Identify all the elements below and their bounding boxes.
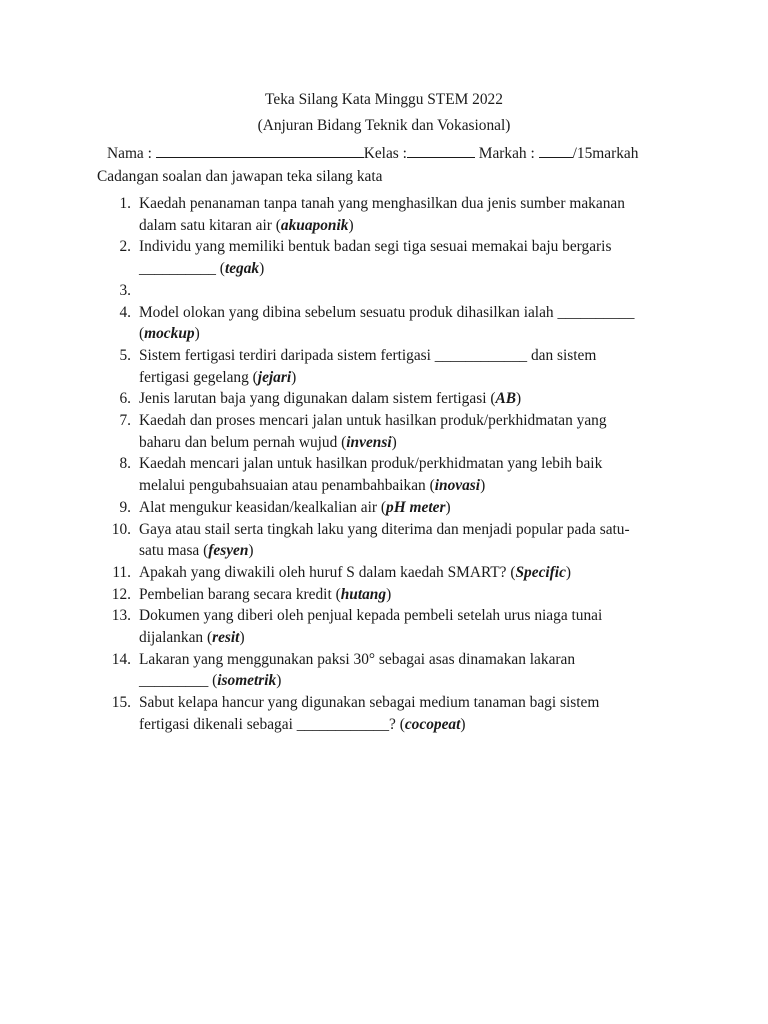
question-line <box>139 302 683 324</box>
question-line <box>139 540 683 562</box>
question-line <box>139 519 683 541</box>
answer-term: jejari <box>257 368 292 386</box>
question-text: melalui pengubahsuaian atau penambahbaikan ( <box>139 477 435 495</box>
answer-term: resit <box>212 629 240 647</box>
question-line <box>139 388 683 410</box>
question-text: Lakaran yang menggunakan paksi 30° sebagai asas dinamakan lakaran <box>139 650 576 668</box>
question-line <box>139 410 683 432</box>
question-text: ) <box>480 477 486 495</box>
question-item <box>0 193 768 236</box>
question-line <box>139 367 683 389</box>
question-text: ) <box>515 390 522 408</box>
question-number: 3. <box>119 281 131 299</box>
question-line <box>139 323 683 345</box>
question-item <box>0 605 768 648</box>
question-text: Pembelian barang secara kredit ( <box>139 585 341 603</box>
question-line <box>139 475 683 497</box>
question-text: Individu yang memiliki bentuk badan segi tiga sesuai memakai baju bergaris <box>139 238 612 256</box>
question-number: 1. <box>119 195 131 212</box>
question-item <box>0 280 768 302</box>
question-text: Kaedah penanaman tanpa tanah yang menghasilkan dua jenis sumber makanan <box>139 195 625 212</box>
question-item <box>0 497 768 519</box>
question-text: baharu dan belum pernah wujud ( <box>139 433 347 451</box>
question-item <box>0 410 768 453</box>
question-text: ) <box>291 368 297 386</box>
question-line <box>139 670 683 692</box>
question-line <box>139 193 683 215</box>
question-text: ) <box>386 585 392 603</box>
question-text: ) <box>239 629 245 647</box>
document-title: Teka Silang Kata Minggu STEM 2022 <box>265 91 503 108</box>
question-item <box>0 519 768 562</box>
question-text: ) <box>194 325 200 343</box>
question-line <box>139 280 683 302</box>
question-text: Kaedah mencari jalan untuk hasilkan produk/perkhidmatan yang lebih baik <box>139 455 603 473</box>
question-text: Dokumen yang diberi oleh penjual kepada pembeli setelah urus niaga tunai <box>139 607 603 625</box>
answer-term: pH meter <box>386 498 446 516</box>
question-number: 7. <box>119 412 131 430</box>
question-text: ( <box>139 325 145 343</box>
question-text: _________ ( <box>139 672 218 690</box>
question-line <box>139 562 683 584</box>
question-text: dalam satu kitaran air ( <box>139 216 281 234</box>
intro-text: Cadangan soalan dan jawapan teka silang kata <box>97 168 383 185</box>
question-line <box>139 236 683 258</box>
answer-term: fesyen <box>208 542 249 560</box>
question-text: Kaedah dan proses mencari jalan untuk hasilkan produk/perkhidmatan yang <box>139 412 607 430</box>
question-line <box>139 714 683 736</box>
question-line <box>139 605 683 627</box>
markah-label: Markah : <box>478 145 535 162</box>
question-number: 10. <box>111 520 131 538</box>
question-number: 5. <box>119 346 131 364</box>
question-line <box>139 497 683 519</box>
answer-term: mockup <box>144 325 195 343</box>
question-item <box>0 453 768 496</box>
question-text: ) <box>276 672 282 690</box>
answer-term: AB <box>495 390 516 408</box>
question-line <box>139 584 683 606</box>
question-text: Sabut kelapa hancur yang digunakan sebagai medium tanaman bagi sistem <box>139 694 600 712</box>
question-line <box>139 432 683 454</box>
question-number: 8. <box>119 455 131 473</box>
nama-blank <box>156 142 364 158</box>
question-number: 9. <box>119 498 131 516</box>
answer-term: isometrik <box>217 672 277 690</box>
question-number: 11. <box>112 563 131 581</box>
question-text: fertigasi gegelang ( <box>139 368 258 386</box>
answer-term: tegak <box>224 260 260 278</box>
answer-term: Specific <box>515 563 566 581</box>
question-number: 6. <box>119 390 131 408</box>
student-info-line <box>107 142 638 163</box>
question-line <box>139 258 683 280</box>
question-item <box>0 388 768 410</box>
question-number: 4. <box>119 303 131 321</box>
question-item <box>0 584 768 606</box>
answer-term: invensi <box>346 433 392 451</box>
question-text: Gaya atau stail serta tingkah laku yang diterima dan menjadi popular pada satu- <box>139 520 630 538</box>
question-number: 12. <box>111 585 131 603</box>
question-line <box>139 453 683 475</box>
markah-blank <box>539 142 573 158</box>
question-text: Apakah yang diwakili oleh huruf S dalam kaedah SMART? ( <box>139 563 516 581</box>
question-text: Alat mengukur keasidan/kealkalian air ( <box>139 498 387 516</box>
answer-term: cocopeat <box>404 715 461 733</box>
nama-label: Nama : <box>107 145 152 162</box>
question-item <box>0 692 768 735</box>
question-text: ) <box>259 260 265 278</box>
question-text: __________ ( <box>139 260 225 278</box>
question-number: 14. <box>111 650 131 668</box>
question-text: dijalankan ( <box>139 629 213 647</box>
question-text: Model olokan yang dibina sebelum sesuatu produk dihasilkan ialah __________ <box>139 303 635 321</box>
question-number: 2. <box>119 238 131 256</box>
question-text: satu masa ( <box>139 542 209 560</box>
question-item <box>0 302 768 345</box>
kelas-blank <box>407 142 475 158</box>
question-line <box>139 215 683 237</box>
question-line <box>139 345 683 367</box>
question-item <box>0 345 768 388</box>
question-text: ) <box>348 216 354 234</box>
question-list <box>0 193 768 736</box>
question-number: 15. <box>111 694 131 712</box>
answer-term: inovasi <box>434 477 481 495</box>
question-text: ) <box>565 563 572 581</box>
question-text: ) <box>445 498 451 516</box>
question-item <box>0 236 768 279</box>
question-item <box>0 649 768 692</box>
question-line <box>139 692 683 714</box>
question-text: fertigasi dikenali sebagai ____________? ( <box>139 715 405 733</box>
question-line <box>139 627 683 649</box>
document-subtitle: (Anjuran Bidang Teknik dan Vokasional) <box>257 117 511 134</box>
kelas-label: Kelas : <box>363 145 407 162</box>
question-text: Jenis larutan baja yang digunakan dalam sistem fertigasi ( <box>139 390 496 408</box>
question-text: Sistem fertigasi terdiri daripada sistem fertigasi ____________ dan sistem <box>139 346 597 364</box>
answer-term: akuaponik <box>280 216 349 234</box>
question-item <box>0 562 768 584</box>
markah-suffix: /15markah <box>572 145 639 162</box>
question-text: ) <box>391 433 397 451</box>
question-number: 13. <box>111 607 131 625</box>
question-line <box>139 649 683 671</box>
question-text: ) <box>460 715 466 733</box>
answer-term: hutang <box>340 585 387 603</box>
question-text: ) <box>248 542 254 560</box>
